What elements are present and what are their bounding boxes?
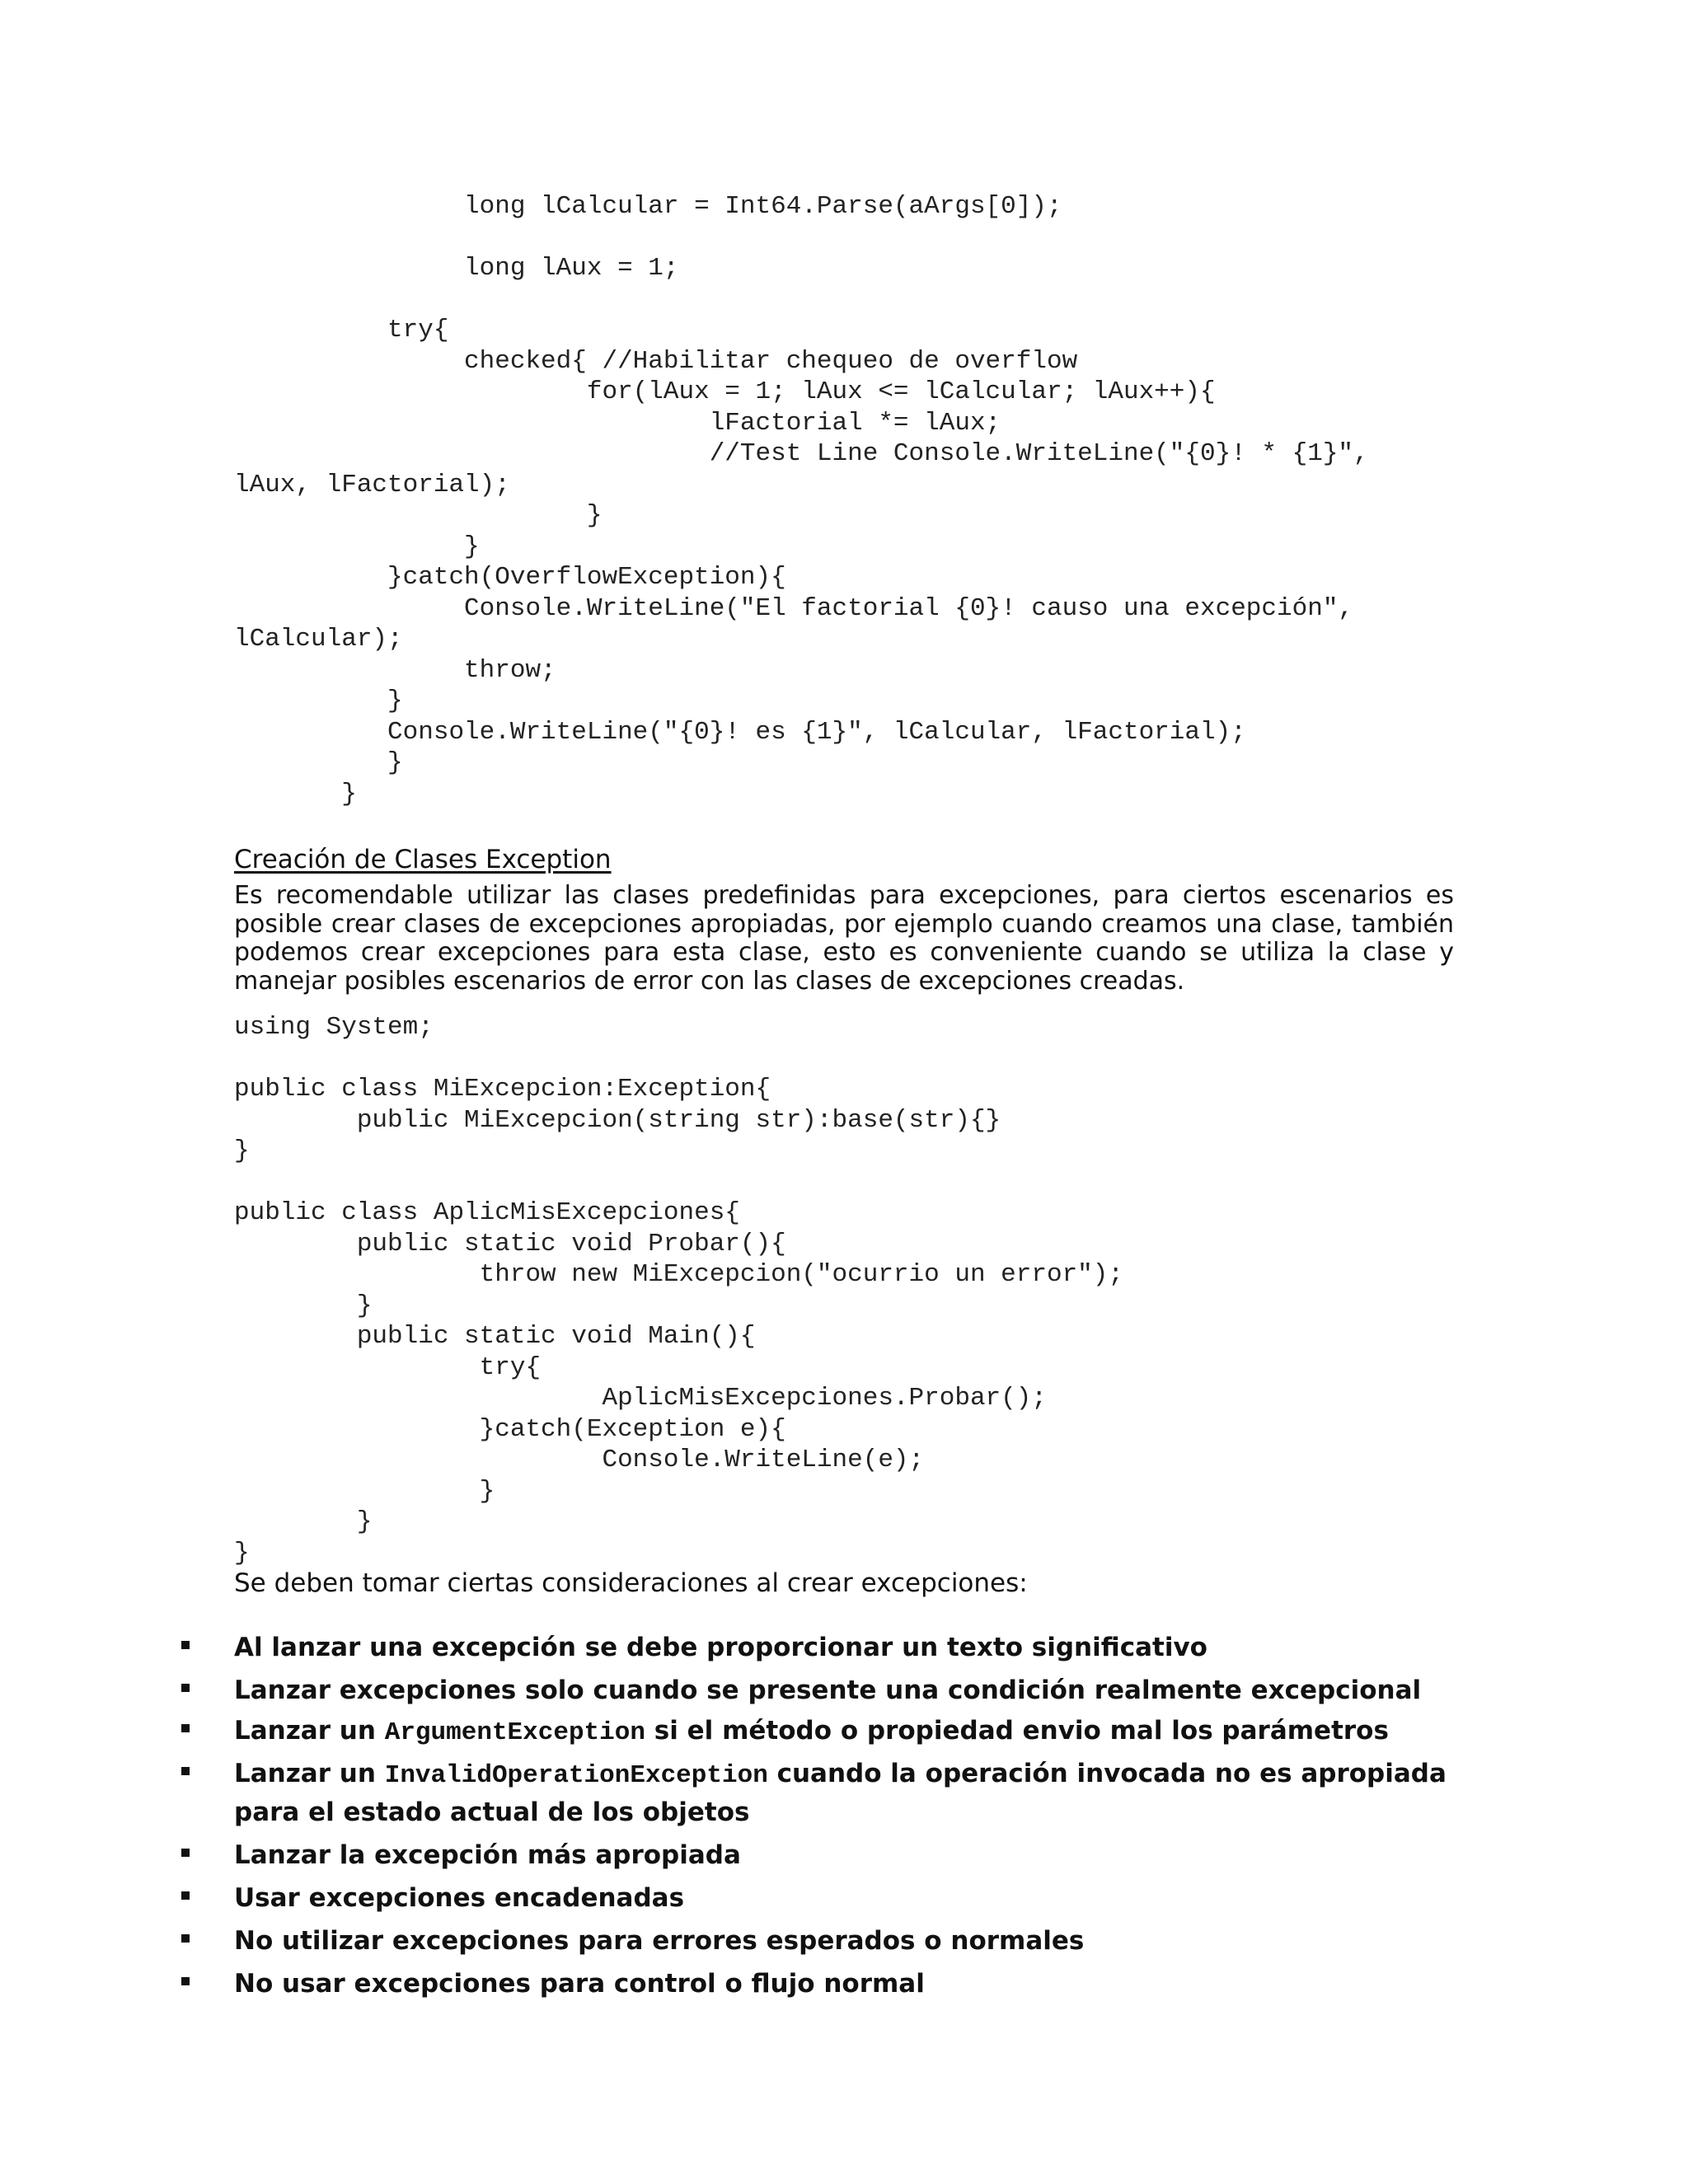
code-line: long lCalcular = Int64.Parse(aArgs[0]); (234, 192, 1062, 221)
inline-code: InvalidOperationException (384, 1761, 768, 1790)
consideration-text-part: No usar excepciones para control o flujo normal (234, 1969, 925, 1999)
consideration-text-part: Lanzar la excepción más apropiada (234, 1840, 741, 1870)
consideration-item (0, 1880, 1688, 1913)
code-line: checked{ //Habilitar chequeo de overflow (234, 346, 1078, 376)
bullet-square-icon (181, 1934, 190, 1943)
bullet-square-icon (181, 1849, 190, 1857)
consideration-item (0, 1837, 1688, 1870)
consideration-text (234, 1966, 1454, 2002)
code-line: try{ (234, 1352, 542, 1382)
consideration-text (234, 1755, 1454, 1830)
consideration-text (234, 1923, 1454, 1959)
code-line: lCalcular); (234, 625, 403, 654)
code-line: long lAux = 1; (234, 254, 679, 283)
code-line: } (234, 1291, 373, 1320)
code-line: Console.WriteLine(e); (234, 1446, 925, 1474)
consideration-item (0, 1713, 1688, 1746)
code-line: //Test Line Console.WriteLine("{0}! * {1}", (234, 439, 1369, 468)
considerations-intro: Se deben tomar ciertas consideraciones al crear excepciones: (234, 1568, 1028, 1598)
consideration-text (234, 1837, 1454, 1873)
inline-code: ArgumentException (384, 1718, 645, 1747)
code-line: using System; (234, 1013, 434, 1042)
section-heading: Creación de Clases Exception (234, 845, 612, 874)
bullet-square-icon (181, 1724, 190, 1732)
code-line: throw; (234, 655, 556, 685)
code-line: } (234, 1538, 250, 1568)
paragraph-line: manejar posibles escenarios de error con las clases de excepciones creadas. (234, 966, 1185, 996)
code-line: lFactorial *= lAux; (234, 408, 1001, 438)
code-line: throw new MiExcepcion("ocurrio un error"); (234, 1260, 1123, 1289)
consideration-text-part: Al lanzar una excepción se debe proporcionar un texto significativo (234, 1633, 1207, 1662)
code-line: public static void Probar(){ (234, 1229, 786, 1258)
consideration-text-part: Usar excepciones encadenadas (234, 1883, 685, 1913)
consideration-text-part: Lanzar un (234, 1759, 385, 1788)
code-line: } (234, 532, 480, 561)
code-line: try{ (234, 316, 449, 344)
consideration-text (234, 1880, 1454, 1916)
paragraph-line: Es recomendable utilizar las clases predefinidas para excepciones, para ciertos escenarios es (234, 881, 1454, 910)
consideration-text-part: para el estado actual de los objetos (234, 1797, 750, 1827)
code-line: }catch(Exception e){ (234, 1414, 786, 1444)
code-line: } (234, 779, 357, 808)
code-line: public class AplicMisExcepciones{ (234, 1198, 740, 1227)
code-line: public MiExcepcion(string str):base(str){} (234, 1105, 1001, 1135)
paragraph-line: podemos crear excepciones para esta clase, esto es conveniente cuando se utiliza la clase y (234, 938, 1454, 967)
section-paragraph (234, 882, 1454, 996)
consideration-item (0, 1923, 1688, 1956)
consideration-item (0, 1966, 1688, 1999)
consideration-item (0, 1755, 1688, 1827)
paragraph-line: posible crear clases de excepciones apropiadas, por ejemplo cuando creamos una clase, también (234, 909, 1454, 939)
bullet-square-icon (181, 1977, 190, 1985)
consideration-item (0, 1672, 1688, 1705)
consideration-text (234, 1672, 1454, 1708)
code-line: AplicMisExcepciones.Probar(); (234, 1384, 1047, 1413)
bullet-square-icon (181, 1684, 190, 1692)
bullet-square-icon (181, 1891, 190, 1900)
code-line: } (234, 687, 403, 715)
code-block-factorial (234, 191, 1369, 809)
consideration-text-part: cuando la operación invocada no es apropiada (767, 1759, 1447, 1788)
code-line: } (234, 501, 603, 530)
code-line: public class MiExcepcion:Exception{ (234, 1075, 771, 1104)
code-line: } (234, 748, 403, 777)
code-line: }catch(OverflowException){ (234, 563, 786, 592)
code-line: for(lAux = 1; lAux <= lCalcular; lAux++){ (234, 377, 1216, 406)
consideration-text-part: No utilizar excepciones para errores esperados o normales (234, 1926, 1085, 1956)
code-line: public static void Main(){ (234, 1322, 756, 1351)
consideration-item (0, 1629, 1688, 1662)
code-line: lAux, lFactorial); (234, 470, 510, 499)
consideration-text-part: Lanzar excepciones solo cuando se presente una condición realmente excepcional (234, 1675, 1422, 1705)
bullet-square-icon (181, 1767, 190, 1775)
code-line: Console.WriteLine("{0}! es {1}", lCalcular, lFactorial); (234, 717, 1246, 747)
consideration-text (234, 1713, 1454, 1751)
bullet-square-icon (181, 1641, 190, 1649)
code-block-custom-exception (234, 1012, 1123, 1568)
consideration-text-part: si el método o propiedad envio mal los parámetros (645, 1716, 1389, 1746)
code-line: } (234, 1476, 495, 1506)
consideration-text-part: Lanzar un (234, 1716, 385, 1746)
code-line: } (234, 1507, 373, 1536)
code-line: } (234, 1137, 250, 1165)
code-line: Console.WriteLine("El factorial {0}! causo una excepción", (234, 593, 1354, 623)
consideration-text (234, 1629, 1454, 1666)
